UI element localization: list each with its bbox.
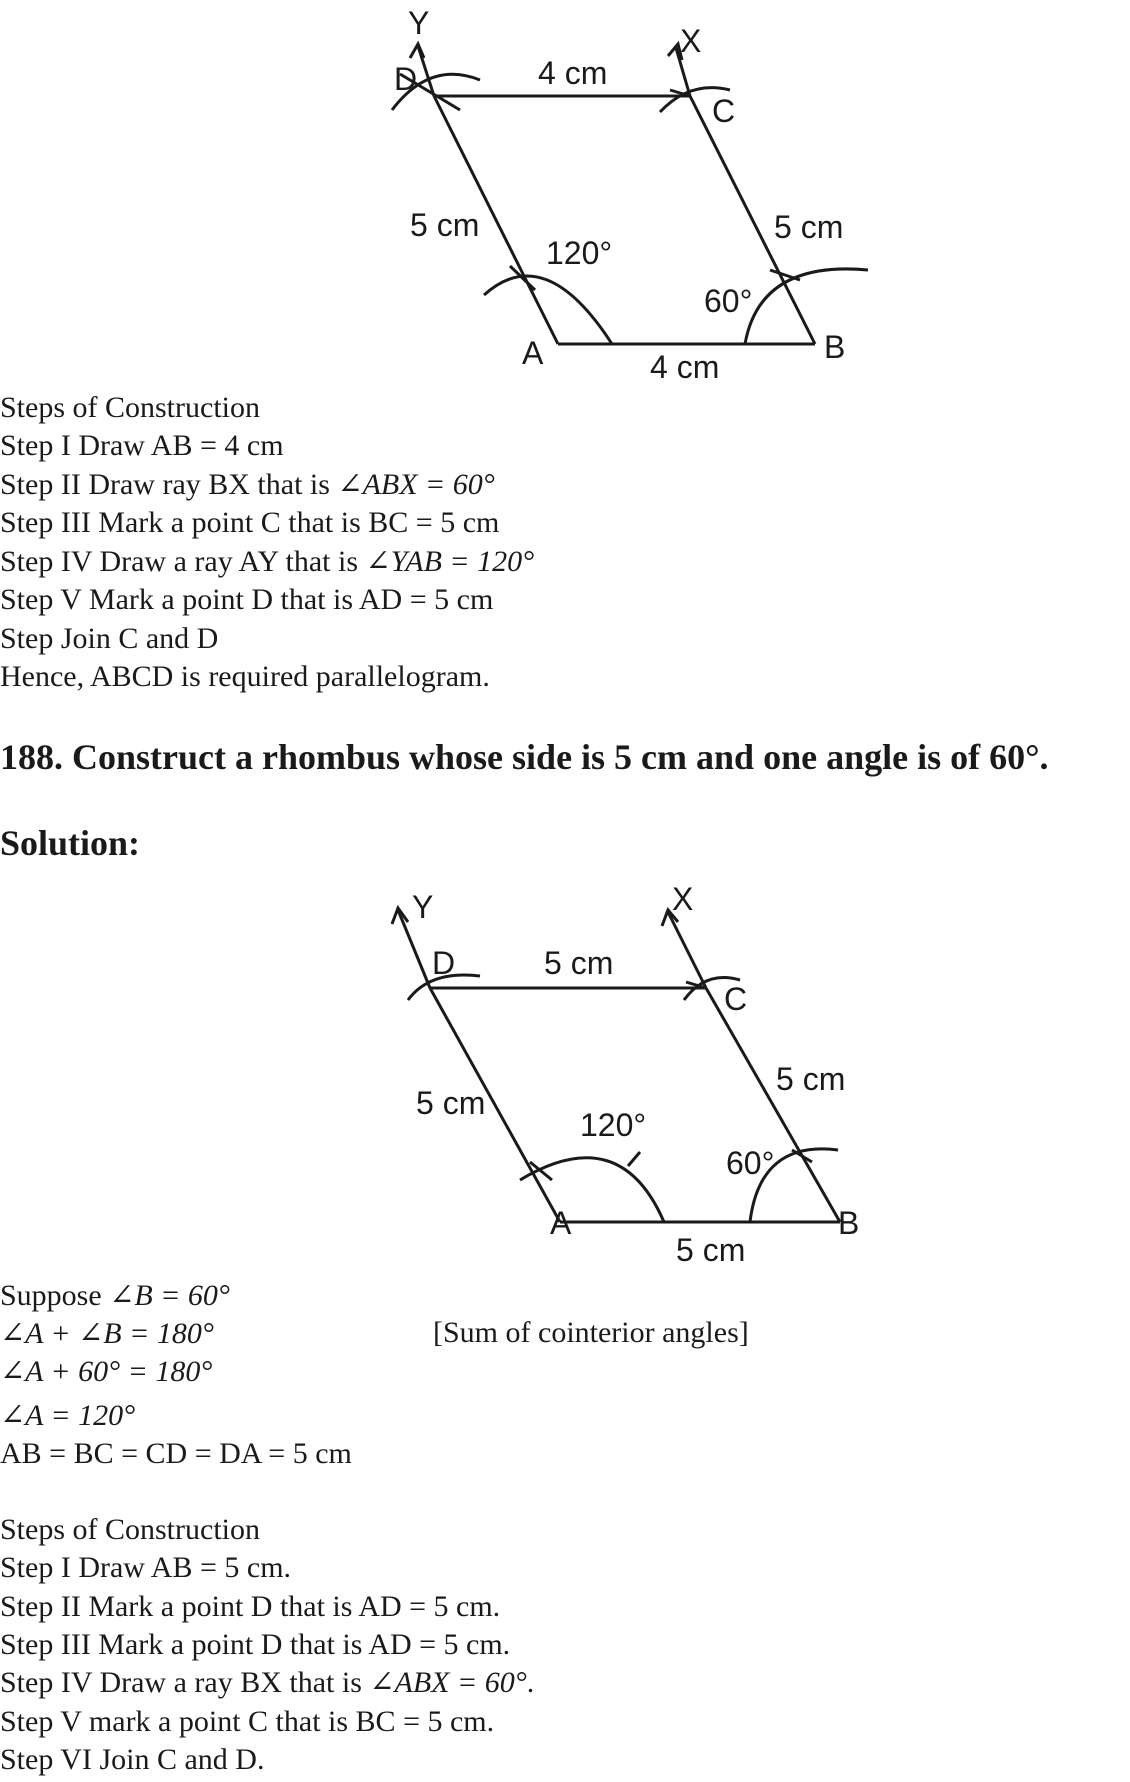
label-d: D [394, 61, 418, 97]
label-angle-b: 60° [704, 283, 753, 319]
suppose-text: Suppose [0, 1279, 110, 1312]
step-1: Step I Draw AB = 4 cm [0, 429, 284, 462]
label-angle-a: 120° [580, 1107, 647, 1143]
label-a: A [550, 1205, 572, 1241]
step2-4-math: ∠ABX = 60° [369, 1666, 527, 1699]
parallelogram-figure [0, 0, 1130, 400]
equal-sides: AB = BC = CD = DA = 5 cm [0, 1437, 352, 1470]
step2-6: Step VI Join C and D. [0, 1743, 265, 1776]
label-side-left: 5 cm [410, 207, 480, 243]
equation-1: ∠A + ∠B = 180° [0, 1317, 214, 1350]
suppose-math: ∠B = 60° [109, 1279, 230, 1312]
solution-label: Solution: [0, 823, 141, 863]
tick-b [770, 270, 800, 280]
conclusion: Hence, ABCD is required parallelogram. [0, 660, 490, 693]
step2-5: Step V mark a point C that is BC = 5 cm. [0, 1705, 495, 1738]
step-4-text: Step IV Draw a ray AY that is [0, 545, 366, 578]
label-angle-b: 60° [726, 1145, 775, 1181]
label-side-right: 5 cm [776, 1061, 846, 1097]
label-side-bottom: 5 cm [676, 1232, 746, 1268]
label-side-left: 5 cm [416, 1085, 486, 1121]
step2-3: Step III Mark a point D that is AD = 5 cm. [0, 1628, 511, 1661]
step-2-text: Step II Draw ray BX that is [0, 468, 338, 501]
step-4-math: ∠YAB = 120° [365, 545, 535, 578]
arc-at-b [745, 269, 868, 344]
step-3: Step III Mark a point C that is BC = 5 cm [0, 506, 500, 539]
equation-2: ∠A + 60° = 180° [0, 1355, 213, 1388]
label-angle-a: 120° [546, 235, 613, 271]
label-d: D [432, 945, 456, 981]
label-x: X [672, 881, 694, 917]
label-y: Y [408, 5, 430, 41]
label-side-right: 5 cm [774, 209, 844, 245]
step-6: Step Join C and D [0, 622, 219, 655]
arc-at-a [484, 276, 612, 344]
step-5: Step V Mark a point D that is AD = 5 cm [0, 583, 494, 616]
label-b: B [824, 329, 846, 365]
label-y: Y [412, 889, 434, 925]
equation-1-note: [Sum of cointerior angles] [433, 1316, 749, 1349]
label-side-top: 4 cm [538, 55, 608, 91]
side-bc [706, 988, 840, 1222]
step-4 [0, 544, 534, 580]
label-c: C [724, 981, 748, 1017]
label-side-bottom: 4 cm [650, 349, 720, 385]
steps-heading-2: Steps of Construction [0, 1513, 260, 1546]
step-2-math: ∠ABX = 60° [337, 468, 495, 501]
label-x: X [680, 23, 702, 59]
step2-4-end: . [526, 1666, 535, 1699]
step-2 [0, 467, 495, 503]
step2-1: Step I Draw AB = 5 cm. [0, 1551, 292, 1584]
label-a: A [522, 335, 544, 371]
label-c: C [712, 93, 736, 129]
label-side-top: 5 cm [544, 945, 614, 981]
step2-2: Step II Mark a point D that is AD = 5 cm. [0, 1590, 501, 1623]
steps-heading: Steps of Construction [0, 391, 260, 424]
label-b: B [838, 1205, 860, 1241]
question-title: 188. Construct a rhombus whose side is 5 cm and one angle is of 60°. [0, 737, 1049, 777]
ray-bx [668, 912, 706, 988]
ray-y-arrow-icon [410, 44, 424, 58]
step2-4 [0, 1665, 534, 1701]
tick-a2 [628, 1152, 640, 1166]
suppose-line [0, 1278, 230, 1314]
equation-3: ∠A = 120° [0, 1399, 136, 1432]
step2-4-text: Step IV Draw a ray BX that is [0, 1666, 370, 1699]
rhombus-figure [0, 870, 1130, 1270]
